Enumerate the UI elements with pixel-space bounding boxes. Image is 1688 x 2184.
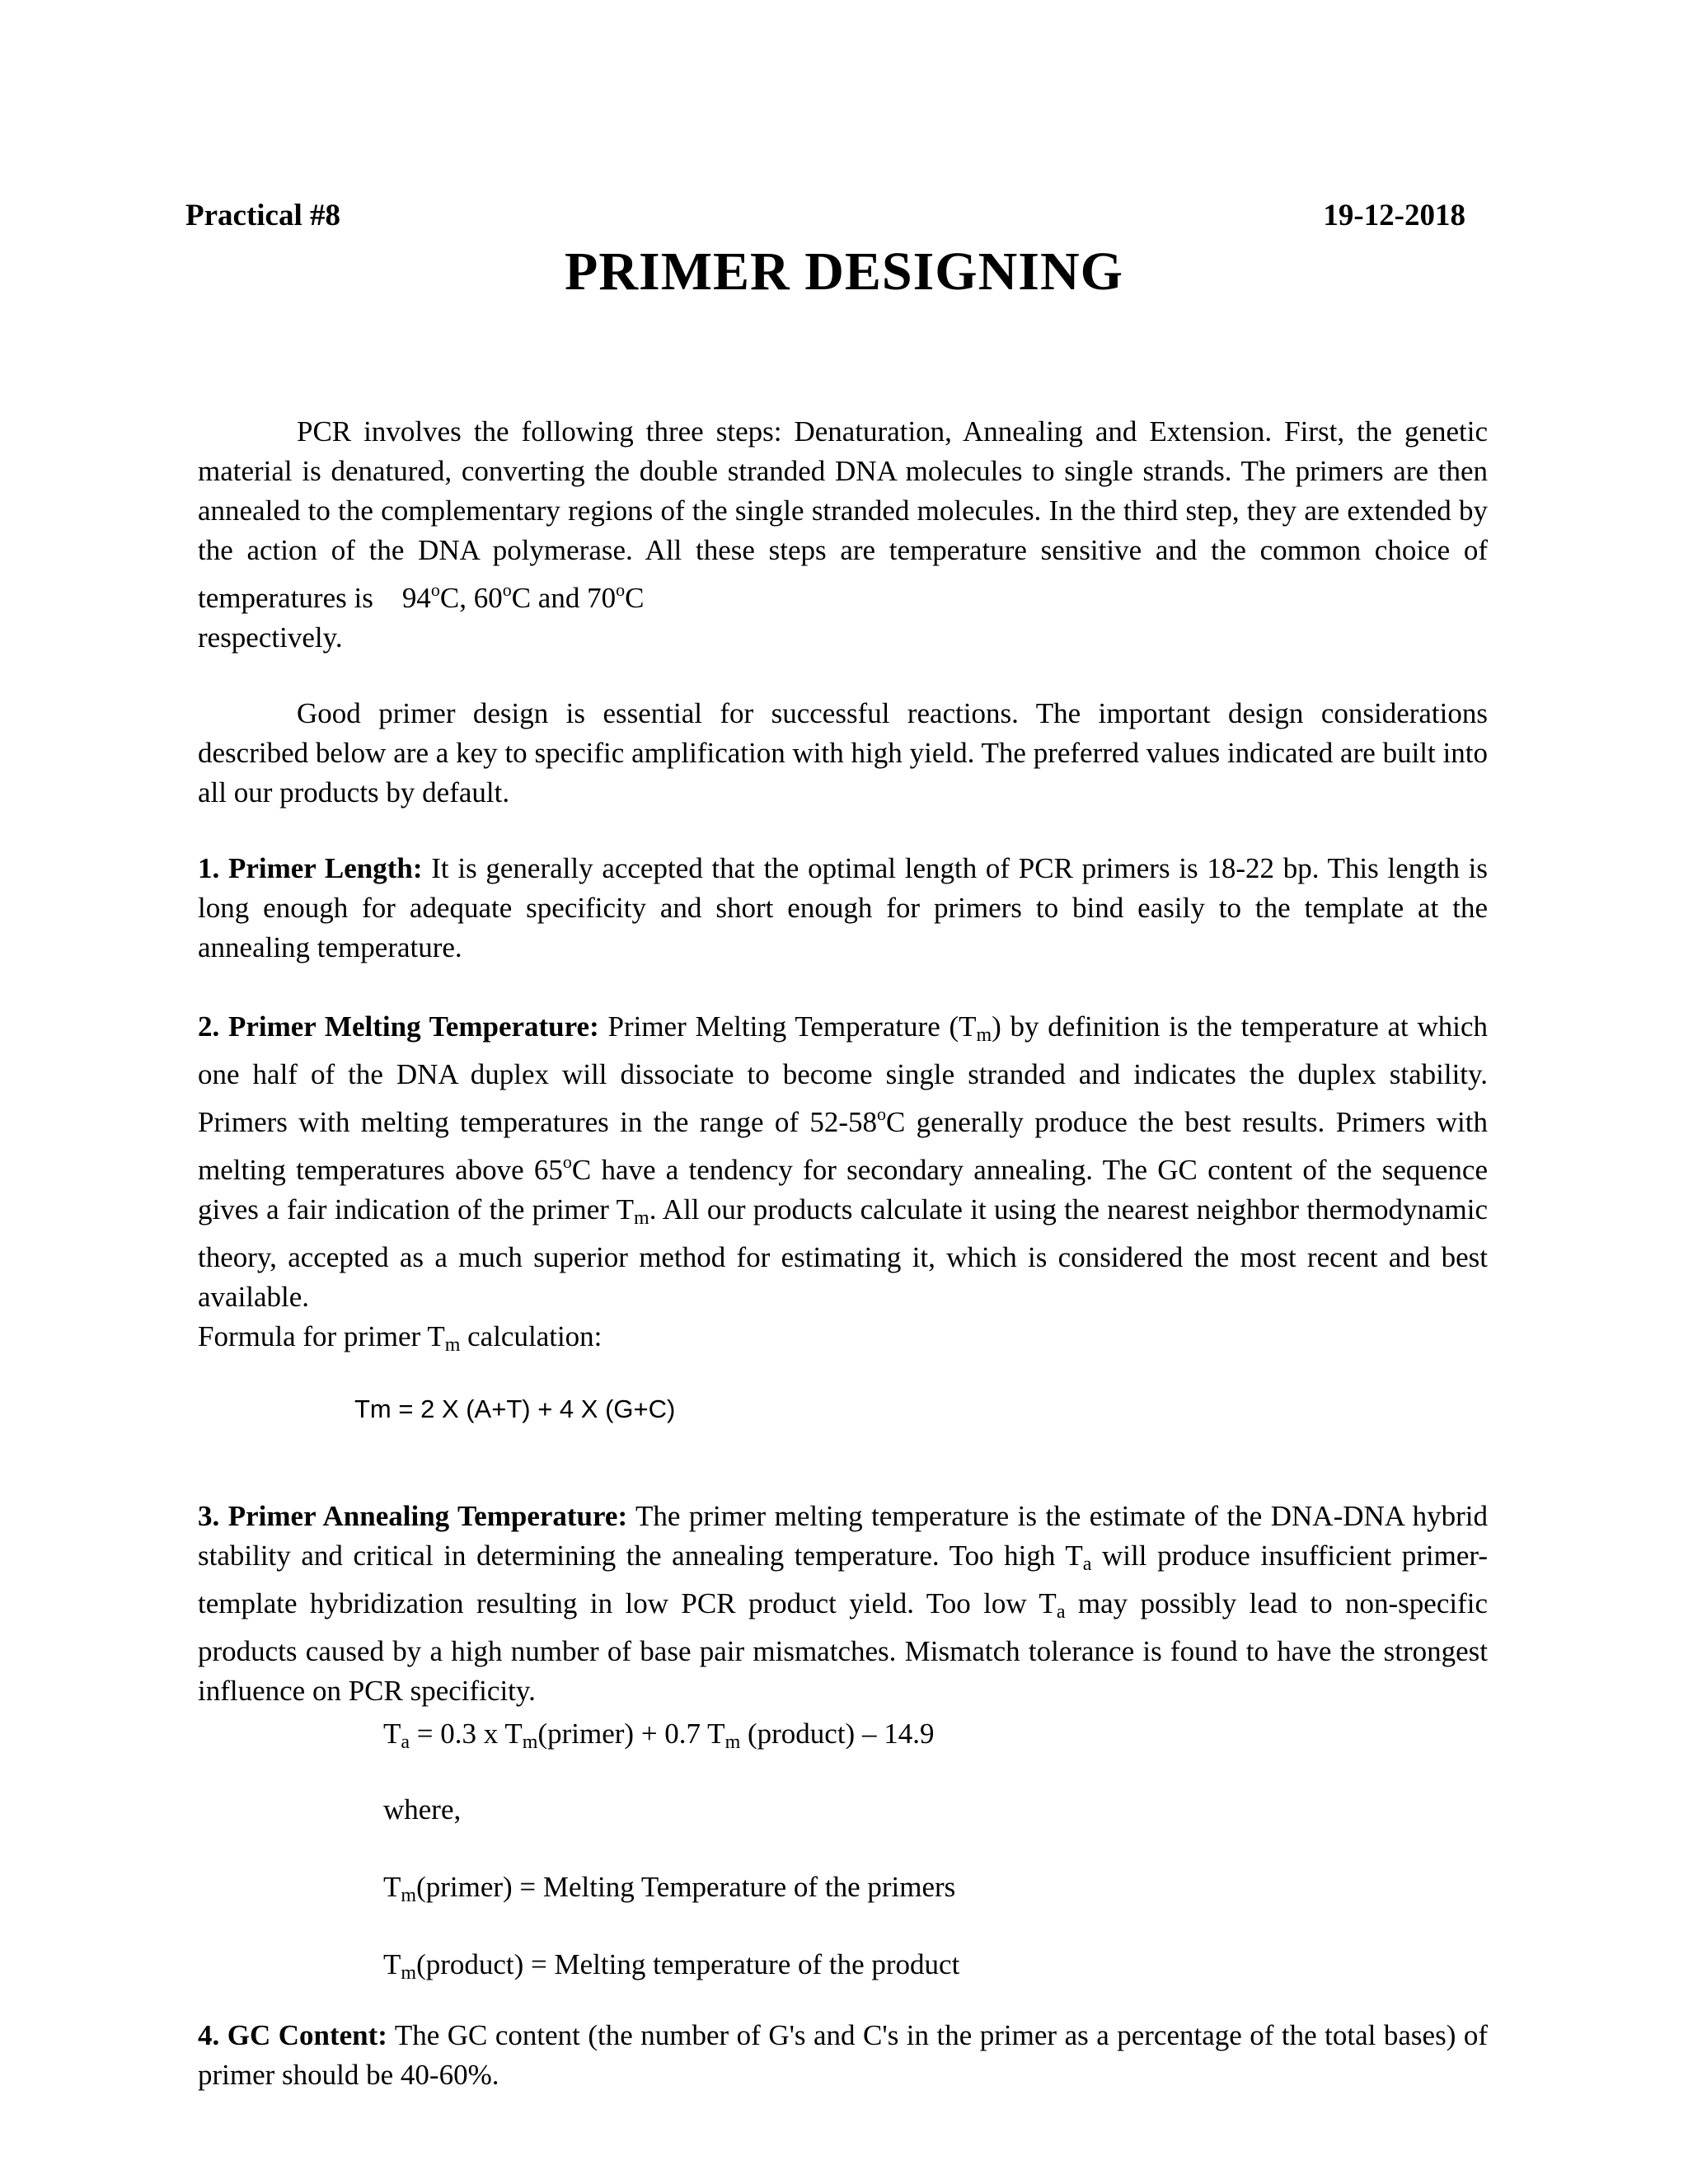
section-body: The GC content (the number of G's and C's in the primer as a percentage of the total bases) of primer should be 40-60%. [198,2019,1488,2091]
section-heading: 2. Primer Melting Temperature: [198,1010,599,1043]
subscript-m: m [634,1207,649,1229]
formula-label-text: Formula for primer T [198,1320,445,1352]
section-primer-length [198,849,1488,968]
unit-text: C, [439,582,474,614]
subscript-a: a [401,1732,410,1753]
formula-text: T [383,1948,401,1980]
degree-symbol: o [562,1151,572,1172]
formula-text: (product) – 14.9 [740,1718,935,1750]
section-body: may possibly lead to non-specific products caused by a high number of base pair mismatches. Mismatch tolerance is found to have the strongest influence on PCR specificity. [198,1587,1489,1707]
ta-formula [383,1714,934,1762]
subscript-m: m [724,1732,741,1753]
section-gc-content [198,2016,1488,2095]
subscript-m: m [444,1334,461,1356]
formula-text: (primer) + 0.7 T [537,1718,725,1750]
intro-end: respectively. [198,621,343,654]
intro-paragraph-1 [198,412,1488,658]
formula-text: (product) = Melting temperature of the product [416,1948,960,1980]
section-melting-temperature [198,1007,1488,1317]
degree-symbol: o [616,579,626,600]
formula-text: (primer) = Melting Temperature of the primers [416,1871,956,1903]
section-body: Primer Melting Temperature (T [607,1010,977,1043]
temp-anneal: 60 [473,582,503,614]
temp-denature: 94 [401,582,431,614]
section-body: . All our products calculate it using the nearest neighbor thermodynamic theory, accepted as a much superior method for estimating it, which is considered the most recent and best available. [198,1193,1488,1313]
intro-paragraph-2: Good primer design is essential for successful reactions. The important design considerations described below are a key to specific amplification with high yield. The preferred values indicated are built into all our products by default. [198,697,1488,808]
section-annealing-temperature [198,1497,1488,1711]
intro-text: PCR involves the following three steps: Denaturation, Annealing and Extension. First, the genetic material is denatured, converting the double stranded DNA molecules to single strands. The primers are then annealed to the complementary regions of the single stranded molecules. In the third step, they are extended by the action of the DNA polymerase. All these steps are temperature sensitive and the common choice of temperatures is [198,415,1488,614]
section-heading: 3. Primer Annealing Temperature: [198,1500,628,1532]
degree-symbol: o [502,579,512,600]
definition-tm-primer [383,1868,955,1915]
formula-text: T [383,1871,401,1903]
temp-extend: 70 [587,582,617,614]
unit-text: C [625,582,645,614]
page-title: PRIMER DESIGNING [565,241,1123,302]
degree-symbol: o [430,579,440,600]
where-label: where, [383,1793,462,1825]
definition-tm-product [383,1945,959,1993]
section-body: will produce insufficient primer-template hybridization resulting in low PCR product yield. Too low T [198,1540,1489,1619]
subscript-m: m [401,1885,417,1906]
subscript-m: m [522,1732,538,1753]
section-body: It is generally accepted that the optimal length of PCR primers is 18-22 bp. This length is long enough for adequate specificity and short enough for primers to bind easily to the template at the annealing temperature. [198,852,1488,963]
subscript-m: m [401,1962,417,1984]
subscript-m: m [976,1024,992,1046]
formula-text: T [383,1718,401,1750]
practical-date: 19-12-2018 [1323,199,1465,232]
tm-formula: Tm = 2 X (A+T) + 4 X (G+C) [354,1394,676,1423]
formula-text: = 0.3 x T [410,1718,523,1750]
degree-symbol: o [877,1104,886,1124]
formula-label [198,1317,602,1365]
section-body: ) by definition is the temperature at which one half of the DNA duplex will dissociate to become single stranded and indicates the duplex stability. Primers with melting temperatures in the range of 52-58 [198,1010,1489,1138]
section-heading: 1. Primer Length: [198,852,423,884]
unit-text: C and [511,582,588,614]
section-heading: 4. GC Content: [198,2019,387,2051]
practical-number: Practical #8 [185,199,340,232]
formula-label-text: calculation: [467,1320,603,1352]
subscript-a: a [1056,1601,1066,1623]
section-body: C generally produce the best results. Primers with melting temperatures above 65 [198,1106,1489,1186]
section-body: C have a tendency for secondary annealing. The GC content of the sequence gives a fair indication of the primer T [198,1154,1488,1226]
subscript-a: a [1082,1554,1092,1575]
section-body: The primer melting temperature is the estimate of the DNA-DNA hybrid stability and critical in determining the annealing temperature. Too high T [198,1500,1488,1572]
